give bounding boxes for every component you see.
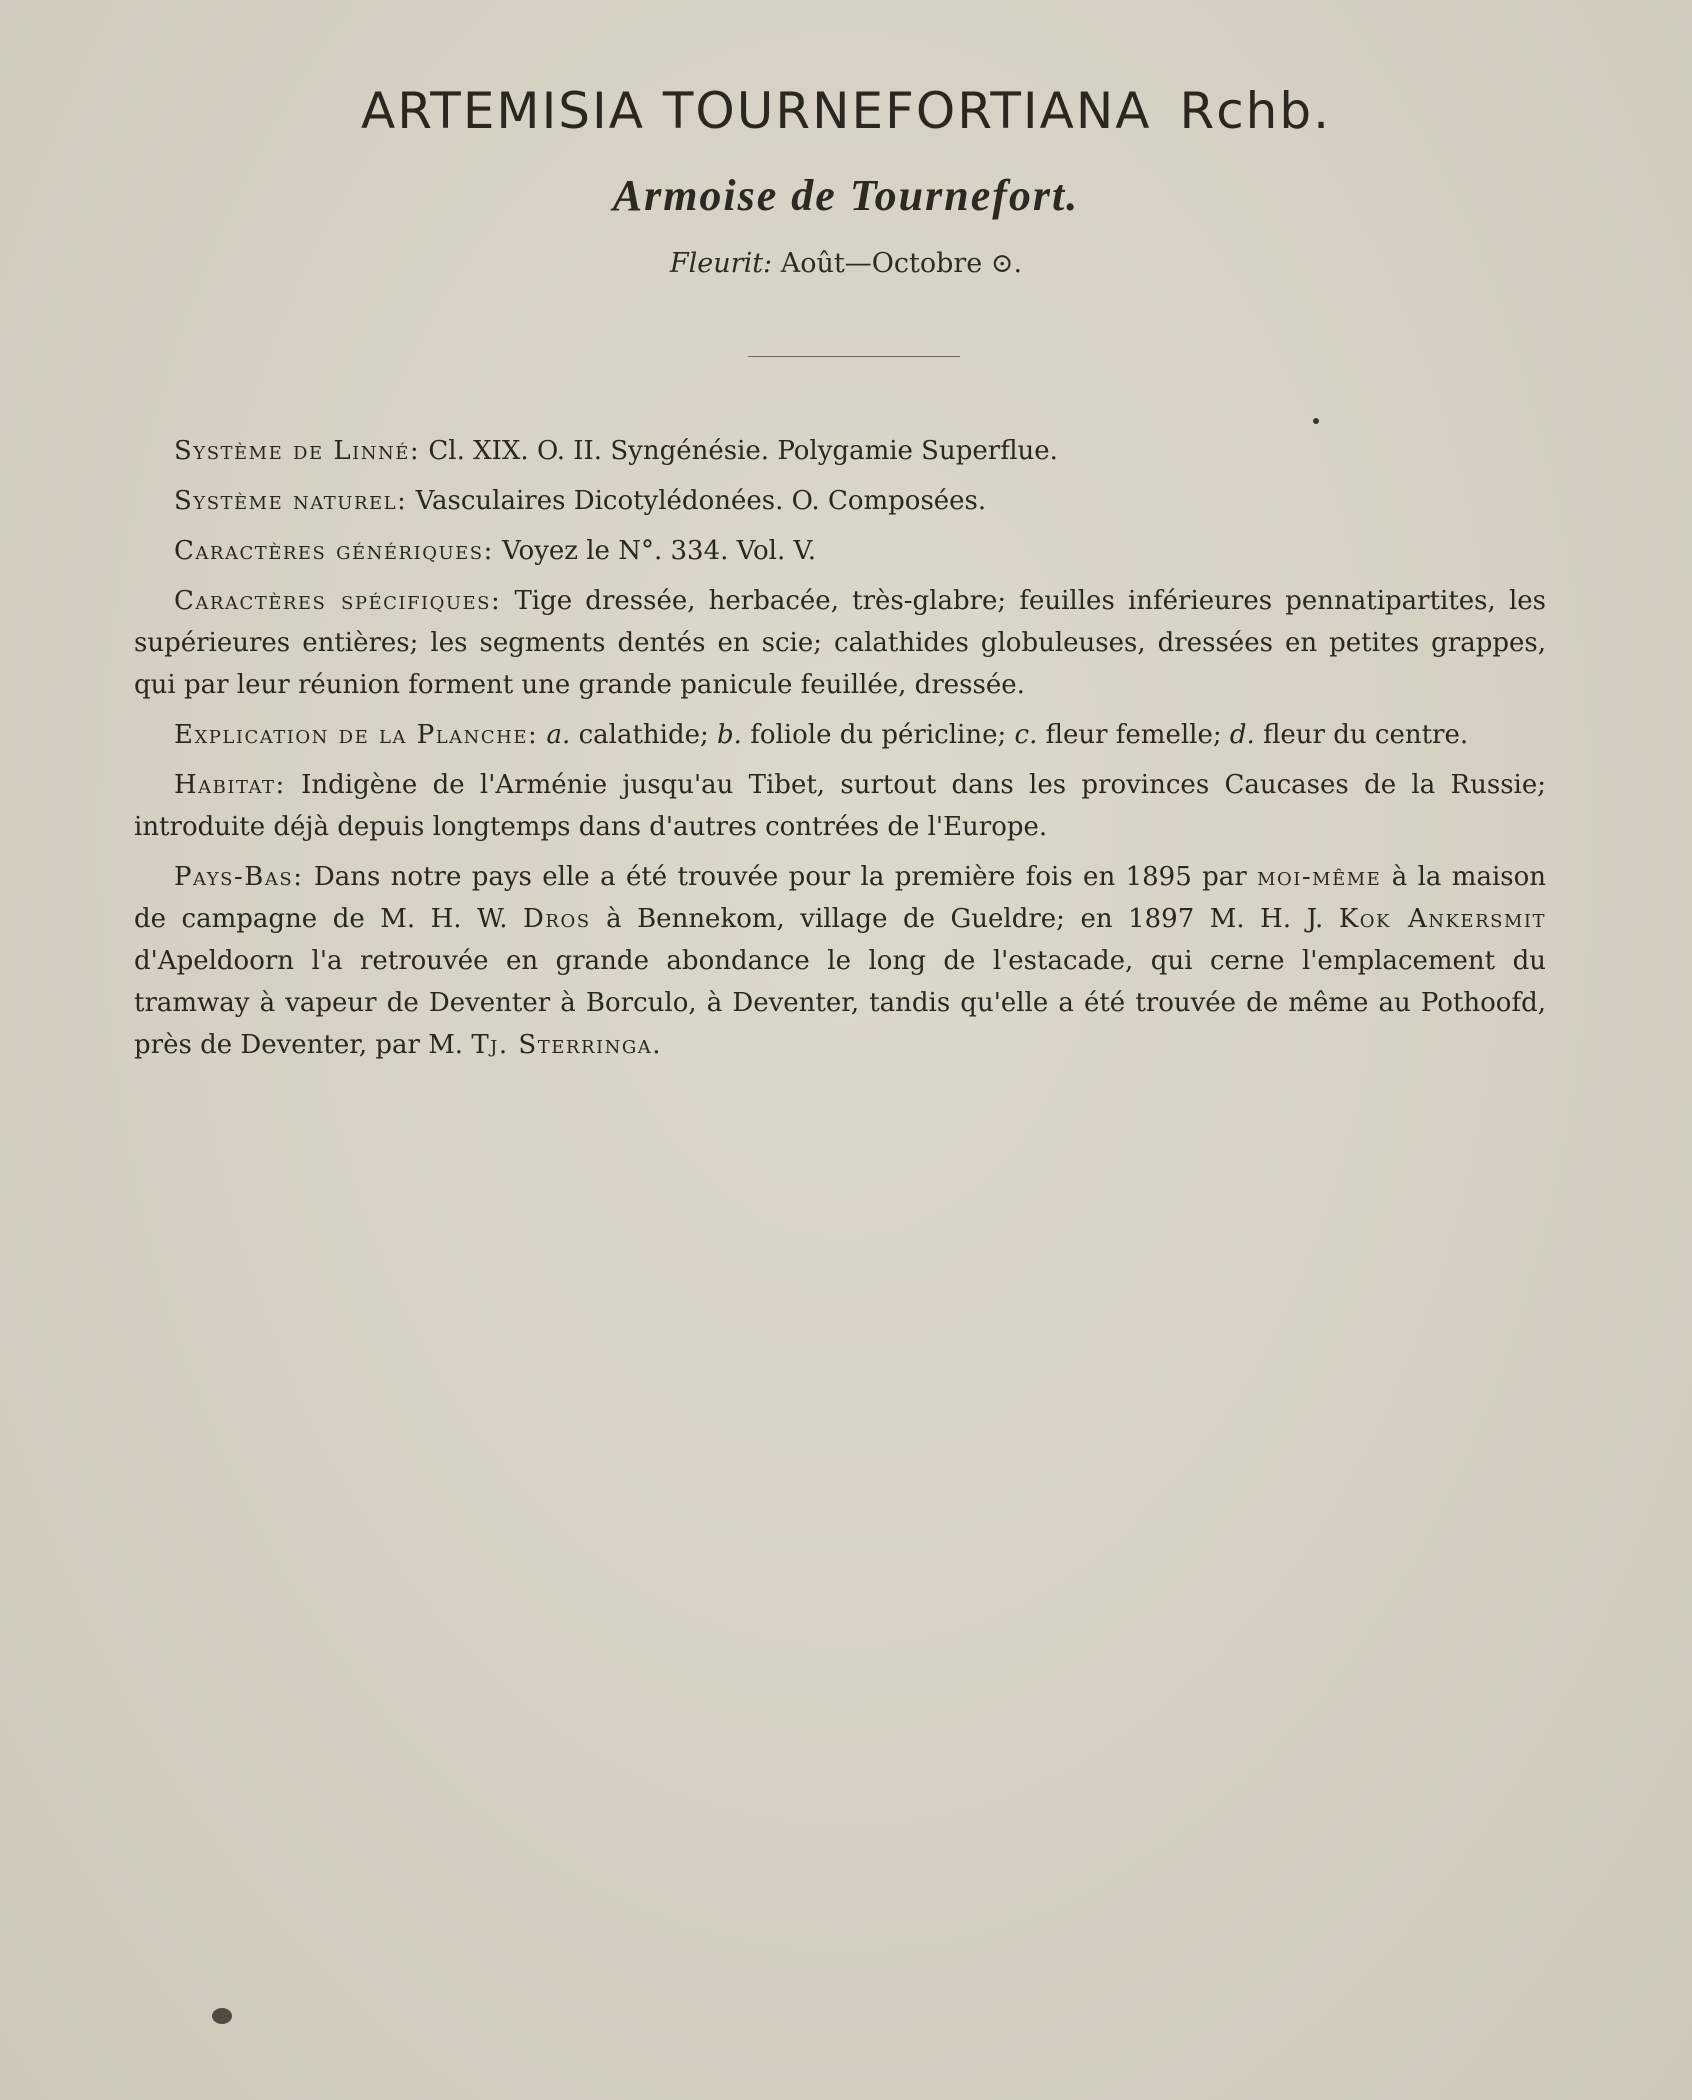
entry-text: Indigène de l'Arménie jusqu'au Tibet, surtout dans les provinces Caucases de la Russie; introduite déjà depuis longtemps dans d'autres contrées de l'Europe. <box>134 770 1547 842</box>
bloom-label: Fleurit: <box>669 248 773 279</box>
species-title <box>0 82 1692 140</box>
figure-key-c: c. <box>1014 720 1038 750</box>
entry-label: Système de Linné: <box>174 436 421 466</box>
species-name: ARTEMISIA TOURNEFORTIANA <box>360 82 1152 140</box>
entry-label: Caractères spécifiques: <box>174 586 502 616</box>
figure-text-b: foliole du péricline; <box>750 720 1007 750</box>
species-author: Rchb. <box>1179 82 1332 140</box>
figure-key-d: d. <box>1229 720 1255 750</box>
entry-label: Système naturel: <box>174 486 408 516</box>
entry-text: Voyez le N°. 334. Vol. V. <box>502 536 817 566</box>
figure-text-d: fleur du centre. <box>1263 720 1469 750</box>
entry-text: Dans notre pays elle a été trouvée pour la première fois en 1895 par <box>313 862 1247 892</box>
entry-label: Pays-Bas: <box>174 862 304 892</box>
entry-text: Vasculaires Dicotylédonées. O. Composées. <box>415 486 987 516</box>
figure-text-c: fleur femelle; <box>1045 720 1222 750</box>
entry-label: Explication de la Planche: <box>174 720 539 750</box>
entry-systeme-naturel <box>134 480 1546 522</box>
entry-text: Cl. XIX. O. II. Syngénésie. Polygamie Superflue. <box>428 436 1058 466</box>
entry-label: Habitat: <box>174 770 286 800</box>
entry-linne <box>134 430 1546 472</box>
entry-caracteres-generiques <box>134 530 1546 572</box>
entry-text: Tige dressée, herbacée, très-glabre; feuilles inférieures pennatipartites, les supérieures entières; les segments dentés en scie; calathides globuleuses, dressées en petites grappes, qui par leur réunion forment une grande panicule feuillée, dressée. <box>134 586 1547 700</box>
figure-key-a: a. <box>546 720 571 750</box>
header-divider <box>748 356 960 357</box>
figure-key-b: b. <box>717 720 742 750</box>
entry-habitat <box>134 764 1546 848</box>
entry-text: à Bennekom, village de Gueldre; en 1897 M. H. J. <box>606 904 1324 934</box>
entry-text: à la maison de campagne de M. H. W. <box>134 862 1547 934</box>
paper-speck <box>212 2008 232 2024</box>
person-name: Dros <box>523 904 591 934</box>
person-name: Kok Ankersmit <box>1338 904 1546 934</box>
entry-caracteres-specifiques <box>134 580 1546 706</box>
entry-text: d'Apeldoorn l'a retrouvée en grande abondance le long de l'estacade, qui cerne l'emplacement du tramway à vapeur de Deventer à Borculo, à Deventer, tandis qu'elle a été trouvée de même au Pothoofd, près de Deventer, par M. <box>134 946 1546 1060</box>
person-name: moi-même <box>1257 862 1382 892</box>
figure-text-a: calathide; <box>578 720 709 750</box>
paper-speck <box>1313 418 1319 424</box>
description-body <box>134 430 1546 1074</box>
entry-pays-bas <box>134 856 1546 1066</box>
entry-explication <box>134 714 1546 756</box>
entry-label: Caractères génériques: <box>174 536 494 566</box>
common-name: Armoise de Tournefort. <box>612 171 1080 220</box>
bloom-value: Août—Octobre ⊙. <box>780 248 1023 279</box>
person-name: Tj. Sterringa. <box>471 1030 662 1060</box>
bloom-period <box>0 248 1692 279</box>
